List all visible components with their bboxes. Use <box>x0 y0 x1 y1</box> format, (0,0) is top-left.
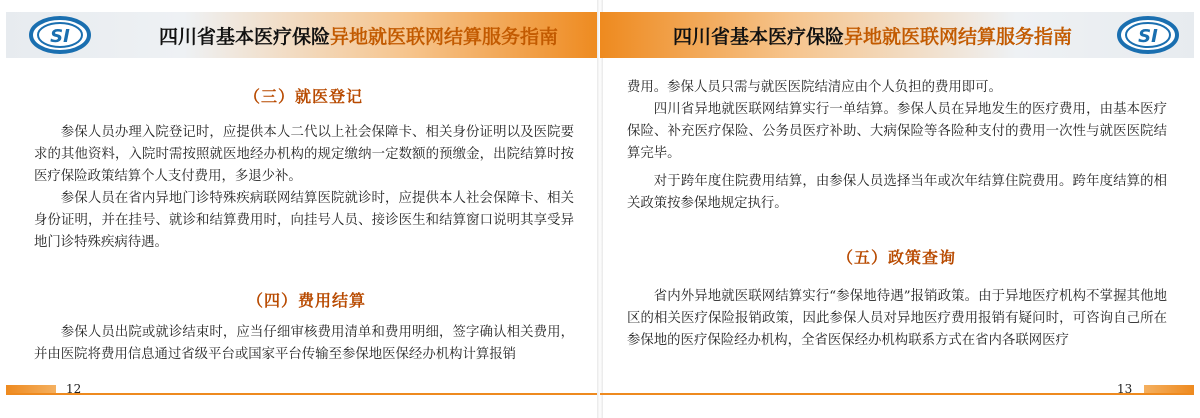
si-logo-icon <box>28 15 92 55</box>
right-header-band <box>600 12 1194 58</box>
right-header-title <box>673 22 1072 49</box>
right-para2: 四川省异地就医联网结算实行一单结算。参保人员在异地发生的医疗费用，由基本医疗保险、补充医疗保险、公务员医疗补助、大病保险等各险种支付的费用一次性与就医医院结算完毕。 <box>627 102 1167 161</box>
right-page-number: 13 <box>1117 382 1133 396</box>
right-footer-bar <box>1144 385 1194 393</box>
right-footer-line <box>600 393 1194 395</box>
header-title-highlight: 异地就医联网结算服务指南 <box>844 26 1073 48</box>
si-logo-icon <box>1116 15 1180 55</box>
continued-para: 费用。参保人员只需与就医医院结清应由个人负担的费用即可。 <box>627 80 1002 95</box>
left-footer-line <box>6 393 600 395</box>
left-page-number: 12 <box>66 382 82 396</box>
header-title-main: 四川省基本医疗保险 <box>159 26 331 48</box>
header-title-highlight: 异地就医联网结算服务指南 <box>330 26 559 48</box>
section4-para1: 参保人员出院或就诊结束时，应当仔细审核费用清单和费用明细，签字确认相关费用，并由医院将费用信息通过省级平台或国家平台传输至参保地医保经办机构计算报销 <box>34 325 574 362</box>
section3-para2: 参保人员在省内异地门诊特殊疾病联网结算医院就诊时，应提供本人社会保障卡、相关身份证明，并在挂号、就诊和结算费用时，向挂号人员、接诊医生和结算窗口说明其享受异地门诊特殊疾病待遇。 <box>34 191 574 250</box>
section3-para1: 参保人员办理入院登记时，应提供本人二代以上社会保障卡、相关身份证明以及医院要求的其他资料，入院时需按照就医地经办机构的规定缴纳一定数额的预缴金，出院结算时按医疗保险政策结算个人支付费用，多退少补。 <box>34 125 574 184</box>
section3-title: （三）就医登记 <box>244 87 364 106</box>
left-header-band <box>6 12 600 58</box>
left-header-title <box>159 22 558 49</box>
left-footer-bar <box>6 385 56 393</box>
section4-title: （四）费用结算 <box>247 291 367 310</box>
header-title-main: 四川省基本医疗保险 <box>673 26 845 48</box>
section5-para1: 省内外异地就医联网结算实行“参保地待遇”报销政策。由于异地医疗机构不掌握其他地区的相关医疗保险报销政策，因此参保人员对异地医疗费用报销有疑问时，可咨询自己所在参保地的医疗保险经办机构，全省医保经办机构联系方式在省内各联网医疗 <box>627 289 1167 348</box>
right-para3: 对于跨年度住院费用结算，由参保人员选择当年或次年结算住院费用。跨年度结算的相关政策按参保地规定执行。 <box>627 174 1167 211</box>
section5-title: （五）政策查询 <box>837 248 957 267</box>
svg-text:SI: SI <box>50 26 70 47</box>
right-page <box>600 0 1200 418</box>
svg-text:SI: SI <box>1138 26 1158 47</box>
